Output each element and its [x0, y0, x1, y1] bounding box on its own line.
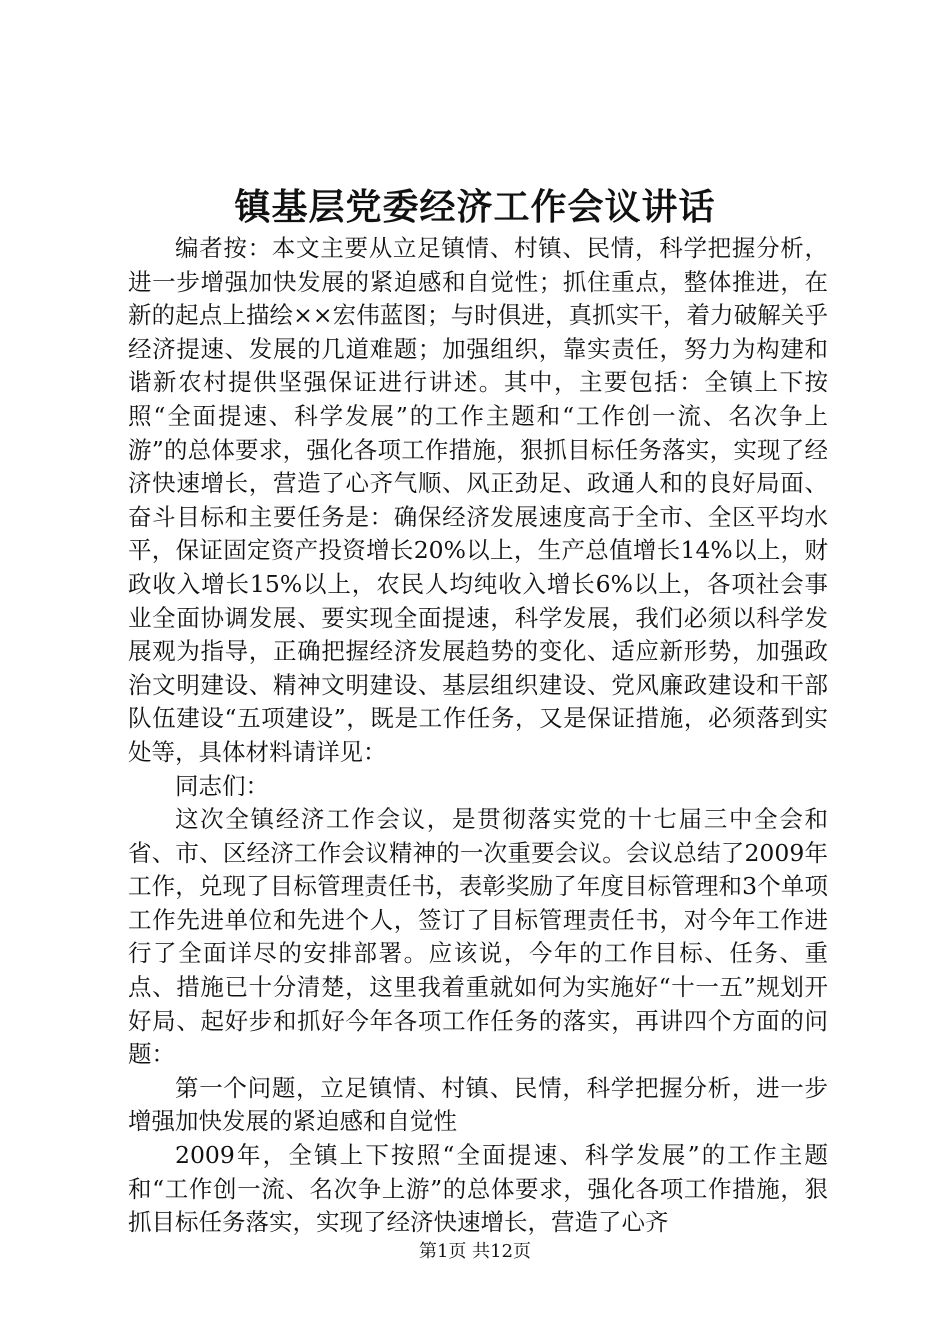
document-title: 镇基层党委经济工作会议讲话 — [234, 186, 716, 228]
editor-note-paragraph: 编者按：本文主要从立足镇情、村镇、民情，科学把握分析，进一步增强加快发展的紧迫感和自觉性；抓住重点，整体推进，在新的起点上描绘××宏伟蓝图；与时俱进，真抓实干，着力破解关乎经济提速、发展的几道难题；加强组织，靠实责任，努力为构建和谐新农村提供坚强保证进行讲述。其中，主要包括：全镇上下按照“全面提速、科学发展”的工作主题和“工作创一流、名次争上游”的总体要求，强化各项工作措施，狠抓目标任务落实，实现了经济快速增长，营造了心齐气顺、风正劲足、政通人和的良好局面、奋斗目标和主要任务是：确保经济发展速度高于全市、全区平均水平，保证固定资产投资增长20%以上，生产总值增长14%以上，财政收入增长15%以上，农民人均纯收入增长6%以上，各项社会事业全面协调发展、要实现全面提速，科学发展，我们必须以科学发展观为指导，正确把握经济发展趋势的变化、适应新形势，加强政治文明建设、精神文明建设、基层组织建设、党风廉政建设和干部队伍建设“五项建设”，既是工作任务，又是保证措施，必须落到实处等，具体材料请详见： — [128, 234, 828, 766]
document-body — [128, 232, 828, 1240]
body-paragraph: 2009年，全镇上下按照“全面提速、科学发展”的工作主题和“工作创一流、名次争上游”的总体要求，强化各项工作措施，狠抓目标任务落实，实现了经济快速增长，营造了心齐 — [128, 1141, 828, 1237]
section-heading-paragraph: 第一个问题，立足镇情、村镇、民情，科学把握分析，进一步增强加快发展的紧迫感和自觉性 — [128, 1073, 828, 1136]
body-paragraph: 这次全镇经济工作会议，是贯彻落实党的十七届三中全会和省、市、区经济工作会议精神的一次重要会议。会议总结了2009年工作，兑现了目标管理责任书，表彰奖励了年度目标管理和3个单项工作先进单位和先进个人，签订了目标管理责任书，对今年工作进行了全面详尽的安排部署。应该说，今年的工作目标、任务、重点、措施已十分清楚，这里我着重就如何为实施好“十一五”规划开好局、起好步和抓好今年各项工作任务的落实，再讲四个方面的问题： — [128, 805, 828, 1069]
salutation-paragraph: 同志们： — [175, 771, 269, 800]
page-number-footer: 第1页 共12页 — [418, 1241, 532, 1262]
